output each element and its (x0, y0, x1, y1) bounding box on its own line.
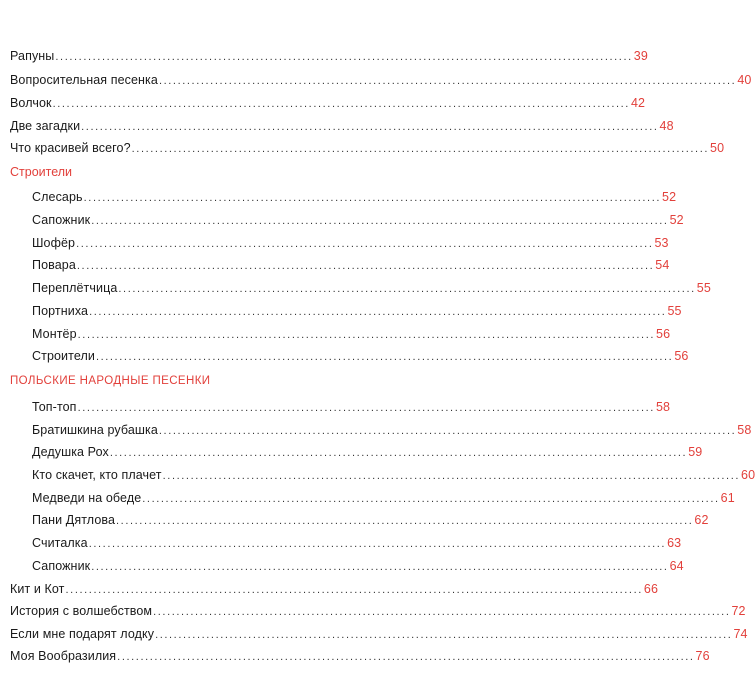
toc-page-number: 74 (733, 627, 748, 641)
dot-leader: ............................................................................................................................ (131, 143, 710, 155)
toc-entry-title: Братишкина рубашка (32, 423, 158, 437)
toc-entry[interactable] (32, 398, 671, 416)
toc-entry-title: Сапожник (32, 213, 91, 227)
dot-leader: ............................................................................................................................ (109, 447, 688, 459)
toc-page-number: 53 (654, 236, 669, 250)
dot-leader: ............................................................................................................................ (116, 515, 694, 527)
toc-entry[interactable] (10, 94, 646, 112)
toc-entry-title: Вопросительная песенка (10, 73, 158, 87)
toc-entry[interactable] (10, 71, 752, 89)
toc-page-number: 63 (667, 536, 682, 550)
toc-entry-title: Кит и Кот (10, 582, 65, 596)
dot-leader: ............................................................................................................................ (118, 283, 696, 295)
toc-entry-title: Две загадки (10, 119, 81, 133)
toc-page-number: 59 (688, 445, 703, 459)
toc-page-number: 72 (731, 604, 746, 618)
dot-leader: ............................................................................................................................ (162, 470, 741, 482)
toc-page-number: 50 (710, 141, 725, 155)
toc-entry[interactable] (32, 511, 709, 529)
dot-leader: ............................................................................................................................ (155, 629, 733, 641)
toc-page-number: 42 (630, 96, 646, 110)
toc-entry-title: Повара (32, 258, 76, 272)
toc-page-number: 52 (662, 190, 677, 204)
dot-leader: ............................................................................................................................ (153, 606, 731, 618)
toc-entry-title: Моя Вообразилия (10, 649, 117, 663)
toc-page-number: 48 (659, 119, 674, 133)
dot-leader: ............................................................................................................................ (117, 651, 695, 663)
toc-entry[interactable] (32, 325, 671, 343)
toc-entry-title: Считалка (32, 536, 88, 550)
dot-leader: ............................................................................................................................ (52, 98, 630, 110)
toc-entry[interactable] (32, 466, 755, 484)
dot-leader: ............................................................................................................................ (95, 351, 674, 363)
dot-leader: ............................................................................................................................ (81, 121, 659, 133)
dot-leader: ............................................................................................................................ (142, 493, 720, 505)
toc-entry[interactable] (10, 625, 748, 643)
toc-entry-title: Что красивей всего? (10, 141, 131, 155)
toc-page-number: 58 (737, 423, 752, 437)
toc-entry[interactable] (32, 302, 682, 320)
dot-leader: ............................................................................................................................ (77, 329, 656, 341)
toc-entry[interactable] (32, 421, 752, 439)
toc-page-number: 55 (667, 304, 682, 318)
toc-entry-title: Строители (32, 349, 95, 363)
toc-page-number: 61 (720, 491, 735, 505)
toc-entry-title: Переплётчица (32, 281, 118, 295)
toc-page-number: 55 (696, 281, 711, 295)
dot-leader: ............................................................................................................................ (91, 215, 669, 227)
toc-entry[interactable] (32, 256, 670, 274)
toc-page-number: 62 (694, 513, 709, 527)
toc-entry[interactable] (32, 211, 684, 229)
toc-page-number: 56 (656, 327, 671, 341)
toc-entry[interactable] (32, 347, 689, 365)
toc-page-number: 54 (655, 258, 670, 272)
toc-entry[interactable] (10, 647, 710, 665)
toc-entry[interactable] (32, 443, 703, 461)
toc-entry[interactable] (32, 188, 677, 206)
dot-leader: ............................................................................................................................ (65, 584, 643, 596)
dot-leader: ............................................................................................................................ (77, 402, 655, 414)
toc-entry-title: Топ-топ (32, 400, 77, 414)
toc-entry[interactable] (32, 489, 735, 507)
toc-entry[interactable] (10, 602, 746, 620)
toc-entry[interactable] (10, 139, 725, 157)
dot-leader: ............................................................................................................................ (158, 75, 737, 87)
dot-leader: ............................................................................................................................ (88, 538, 667, 550)
toc-entry-title: Шофёр (32, 236, 76, 250)
toc-entry-title: Сапожник (32, 559, 91, 573)
section-heading-builders: Строители (10, 165, 73, 179)
dot-leader: ............................................................................................................................ (76, 260, 655, 272)
toc-entry[interactable] (10, 117, 674, 135)
toc-page-number: 76 (695, 649, 710, 663)
toc-entry-title: Рапуны (10, 49, 55, 63)
toc-entry-title: Монтёр (32, 327, 77, 341)
toc-entry[interactable] (10, 580, 658, 598)
toc-entry-title: Слесарь (32, 190, 83, 204)
dot-leader: ............................................................................................................................ (158, 425, 737, 437)
toc-entry[interactable] (32, 534, 682, 552)
toc-entry-title: Медведи на обеде (32, 491, 142, 505)
dot-leader: ............................................................................................................................ (76, 238, 654, 250)
toc-entry-title: Пани Дятлова (32, 513, 116, 527)
toc-entry-title: Если мне подарят лодку (10, 627, 155, 641)
dot-leader: ............................................................................................................................ (91, 561, 669, 573)
toc-page-number: 56 (674, 349, 689, 363)
toc-page-number: 66 (643, 582, 658, 596)
dot-leader: ............................................................................................................................ (55, 51, 633, 63)
toc-entry-title: Дедушка Рох (32, 445, 109, 459)
toc-entry-title: Волчок (10, 96, 52, 110)
toc-entry[interactable] (32, 234, 669, 252)
toc-page-number: 39 (633, 49, 648, 63)
section-heading-polish-songs: ПОЛЬСКИЕ НАРОДНЫЕ ПЕСЕНКИ (10, 375, 211, 387)
toc-entry[interactable] (32, 279, 711, 297)
toc-entry-title: Кто скачет, кто плачет (32, 468, 162, 482)
toc-page-number: 60 (741, 468, 755, 482)
toc-entry-title: История с волшебством (10, 604, 153, 618)
toc-entry-title: Портниха (32, 304, 89, 318)
toc-entry[interactable] (32, 557, 684, 575)
dot-leader: ............................................................................................................................ (89, 306, 667, 318)
toc-entry[interactable] (10, 47, 648, 65)
toc-page-number: 64 (669, 559, 684, 573)
toc-page-number: 58 (655, 400, 671, 414)
toc-page-number: 52 (669, 213, 684, 227)
dot-leader: ............................................................................................................................ (83, 192, 662, 204)
toc-page-number: 40 (737, 73, 752, 87)
